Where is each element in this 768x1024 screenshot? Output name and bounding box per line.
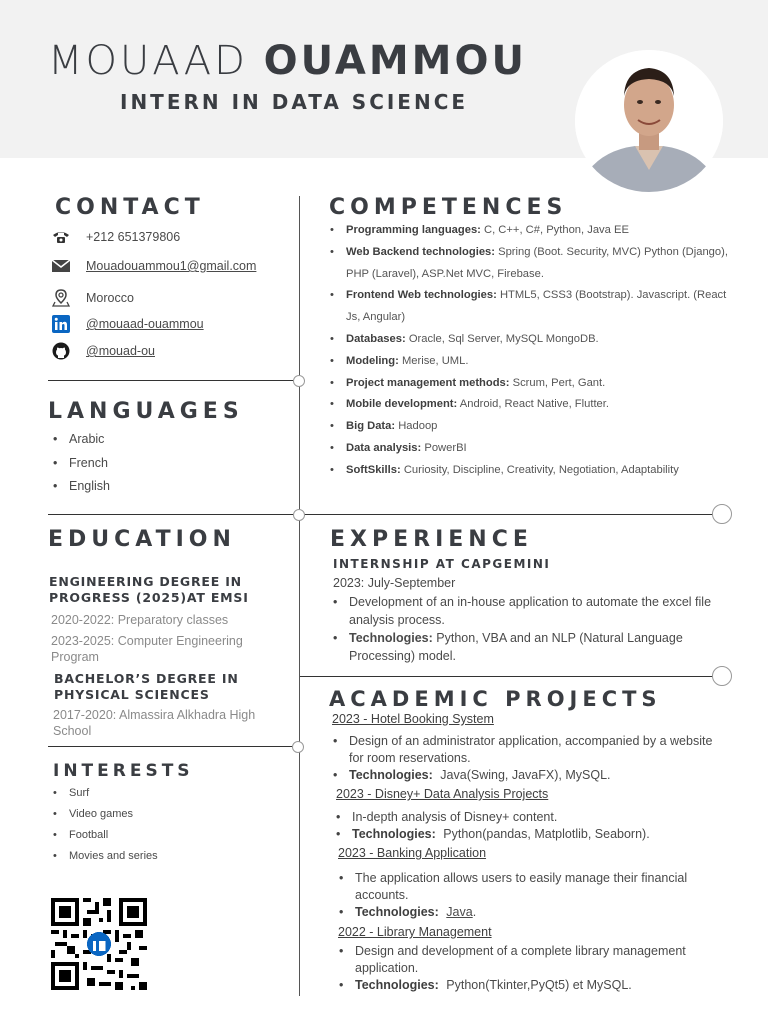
list-item: • Development of an in-house application to automate the excel file analysis process. [333, 594, 733, 629]
item-label: Big Data: [346, 420, 396, 433]
list-item [333, 767, 713, 784]
competences-heading: COMPETENCES [329, 195, 568, 220]
item-value: HTML5, CSS3 (Bootstrap). Javascript. (React Js, Angular) [346, 289, 727, 324]
list-item [330, 285, 730, 329]
item-value: Scrum, Pert, Gant. [512, 376, 606, 389]
linkedin-link[interactable]: @mouaad-ouammou [86, 317, 204, 331]
item-suffix: . [472, 905, 477, 919]
item-value: Hadoop [398, 420, 438, 433]
academic-projects-heading: ACADEMIC PROJECTS [329, 687, 662, 711]
languages-list [53, 432, 110, 503]
list-item [336, 826, 716, 843]
item-label: Project management methods: [346, 376, 510, 389]
list-item [330, 329, 730, 351]
degree-title: ENGINEERING DEGREE IN PROGRESS (2025)AT EMSI [49, 574, 249, 605]
item-value: Python(Tkinter,PyQt5) et MySQL. [446, 978, 632, 992]
competences-list [330, 220, 730, 482]
list-item: • English [53, 479, 110, 503]
divider-experience [300, 676, 722, 677]
project-details [336, 809, 716, 843]
list-item [339, 977, 719, 994]
candidate-name [48, 38, 527, 84]
item-label: SoftSkills: [346, 463, 401, 476]
divider-dot [293, 375, 305, 387]
project-title[interactable]: 2022 - Library Management [338, 925, 492, 939]
item-value: Spring (Boot. Security, MVC) Python (Django), PHP (Laravel), ASP.Net MVC, Firebase. [346, 245, 728, 280]
item-label: Programming languages: [346, 224, 481, 236]
education-heading: EDUCATION [48, 527, 236, 552]
phone-icon [50, 228, 72, 246]
list-item [330, 351, 730, 373]
list-item [330, 242, 730, 286]
list-item: • Video games [53, 808, 158, 829]
contact-heading: CONTACT [55, 195, 205, 220]
item-value: Python, VBA and an NLP (Natural Language Processing) model. [349, 631, 683, 663]
item-label: Web Backend technologies: [346, 245, 495, 258]
qr-code-icon[interactable] [51, 898, 147, 990]
github-link[interactable]: @mouad-ou [86, 344, 155, 358]
item-value: Merise, UML. [401, 354, 469, 367]
list-item [339, 904, 719, 921]
list-item [333, 630, 733, 665]
column-divider [299, 196, 300, 996]
list-item: • Design and development of a complete library management application. [339, 943, 719, 977]
project-details [339, 943, 719, 994]
internship-date: 2023: July-September [333, 576, 456, 590]
experience-list [333, 594, 733, 666]
contact-github[interactable] [50, 342, 155, 360]
degree-detail: 2020-2022: Preparatory classes [51, 613, 229, 627]
item-label: Technologies: [355, 905, 439, 919]
interests-list [53, 787, 158, 871]
divider-dot [712, 504, 732, 524]
divider-dot [293, 509, 305, 521]
list-item [330, 460, 730, 482]
list-item [330, 373, 730, 395]
item-value: PowerBI [424, 441, 467, 454]
item-value: Curiosity, Discipline, Creativity, Negotiation, Adaptability [403, 463, 679, 476]
list-item: • Arabic [53, 432, 110, 456]
divider-contact [48, 380, 300, 381]
job-title: INTERN IN DATA SCIENCE [120, 90, 469, 114]
contact-location [50, 289, 134, 307]
phone-number: +212 651379806 [86, 230, 181, 244]
list-item: • Movies and series [53, 850, 158, 871]
linkedin-icon [50, 315, 72, 333]
item-value: C, C++, C#, Python, Java EE [484, 224, 629, 236]
first-name: MOUAAD [48, 38, 248, 84]
contact-phone [50, 228, 180, 246]
item-label: Mobile development: [346, 398, 458, 411]
degree-detail: 2017-2020: Almassira Alkhadra High School [53, 708, 256, 738]
experience-heading: EXPERIENCE [330, 527, 533, 552]
location-text: Morocco [86, 291, 134, 305]
item-value: Java(Swing, JavaFX), MySQL. [440, 768, 611, 782]
interests-heading: INTERESTS [53, 761, 194, 781]
list-item: • Football [53, 829, 158, 850]
contact-linkedin[interactable] [50, 315, 204, 333]
list-item: • French [53, 456, 110, 480]
item-label: Data analysis: [346, 441, 422, 454]
item-value: Android, React Native, Flutter. [459, 398, 609, 411]
item-value: Python(pandas, Matplotlib, Seaborn). [443, 827, 650, 841]
divider-interests [48, 746, 300, 747]
location-pin-icon [50, 289, 72, 307]
item-label: Modeling: [346, 354, 399, 367]
list-item: • The application allows users to easily manage their financial accounts. [339, 870, 719, 904]
project-details [333, 733, 713, 784]
item-value: Oracle, Sql Server, MySQL MongoDB. [408, 332, 599, 345]
email-icon [50, 257, 72, 275]
divider-education [48, 514, 722, 515]
last-name: OUAMMOU [263, 38, 527, 84]
degree-detail: 2023-2025: Computer Engineering Program [51, 634, 243, 664]
item-label: Technologies: [349, 768, 433, 782]
email-link[interactable]: Mouadouammou1@gmail.com [86, 259, 257, 273]
list-item: • Design of an administrator application, accompanied by a website for room reservations. [333, 733, 713, 767]
divider-dot [712, 666, 732, 686]
item-label: Technologies: [352, 827, 436, 841]
degree-title: BACHELOR’S DEGREE IN PHYSICAL SCIENCES [54, 671, 239, 702]
project-title[interactable]: 2023 - Banking Application [338, 846, 487, 860]
github-icon [50, 342, 72, 360]
list-item [330, 438, 730, 460]
divider-dot [292, 741, 304, 753]
item-label: Technologies: [355, 978, 439, 992]
list-item [330, 394, 730, 416]
list-item: • In-depth analysis of Disney+ content. [336, 809, 716, 826]
item-value[interactable]: Java [446, 905, 473, 919]
project-title[interactable]: 2023 - Disney+ Data Analysis Projects [336, 787, 549, 801]
internship-title: INTERNSHIP AT CAPGEMINI [333, 557, 551, 571]
languages-heading: LANGUAGES [48, 399, 244, 424]
item-label: Frontend Web technologies: [346, 289, 497, 302]
item-label: Databases: [346, 332, 406, 345]
list-item [330, 416, 730, 438]
list-item [330, 220, 730, 242]
list-item: • Surf [53, 787, 158, 808]
profile-photo [575, 50, 723, 192]
item-label: Technologies: [349, 631, 433, 645]
contact-email[interactable] [50, 257, 256, 275]
project-details [339, 870, 719, 921]
project-title[interactable]: 2023 - Hotel Booking System [332, 712, 494, 726]
